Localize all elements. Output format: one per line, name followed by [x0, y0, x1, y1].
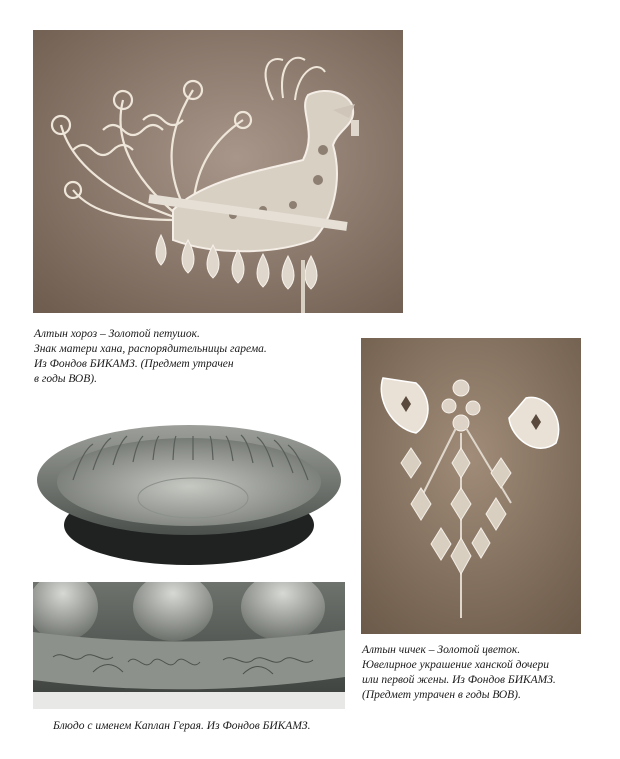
rooster-caption	[34, 327, 267, 387]
caption-line: Ювелирное украшение ханской дочери	[362, 659, 550, 671]
flower-caption	[362, 643, 556, 703]
caption-line: Знак матери хана, распорядительницы гарема.	[34, 343, 267, 355]
bowl-caption	[53, 719, 310, 734]
caption-line: Алтын чичек – Золотой цветок.	[362, 644, 521, 656]
caption-line: Блюдо с именем Каплан Герая. Из Фондов БИКАМЗ.	[53, 720, 311, 732]
golden-rooster-photo	[33, 30, 403, 313]
golden-flower-photo	[361, 338, 581, 634]
bowl-photo	[33, 410, 346, 570]
caption-line: в годы ВОВ).	[34, 373, 97, 385]
bowl-inscription-detail-photo	[33, 582, 345, 709]
caption-line: или первой жены. Из Фондов БИКАМЗ.	[362, 674, 556, 686]
caption-line: Алтын хороз – Золотой петушок.	[34, 328, 200, 340]
caption-line: (Предмет утрачен в годы ВОВ).	[362, 689, 521, 701]
caption-line: Из Фондов БИКАМЗ. (Предмет утрачен	[34, 358, 234, 370]
